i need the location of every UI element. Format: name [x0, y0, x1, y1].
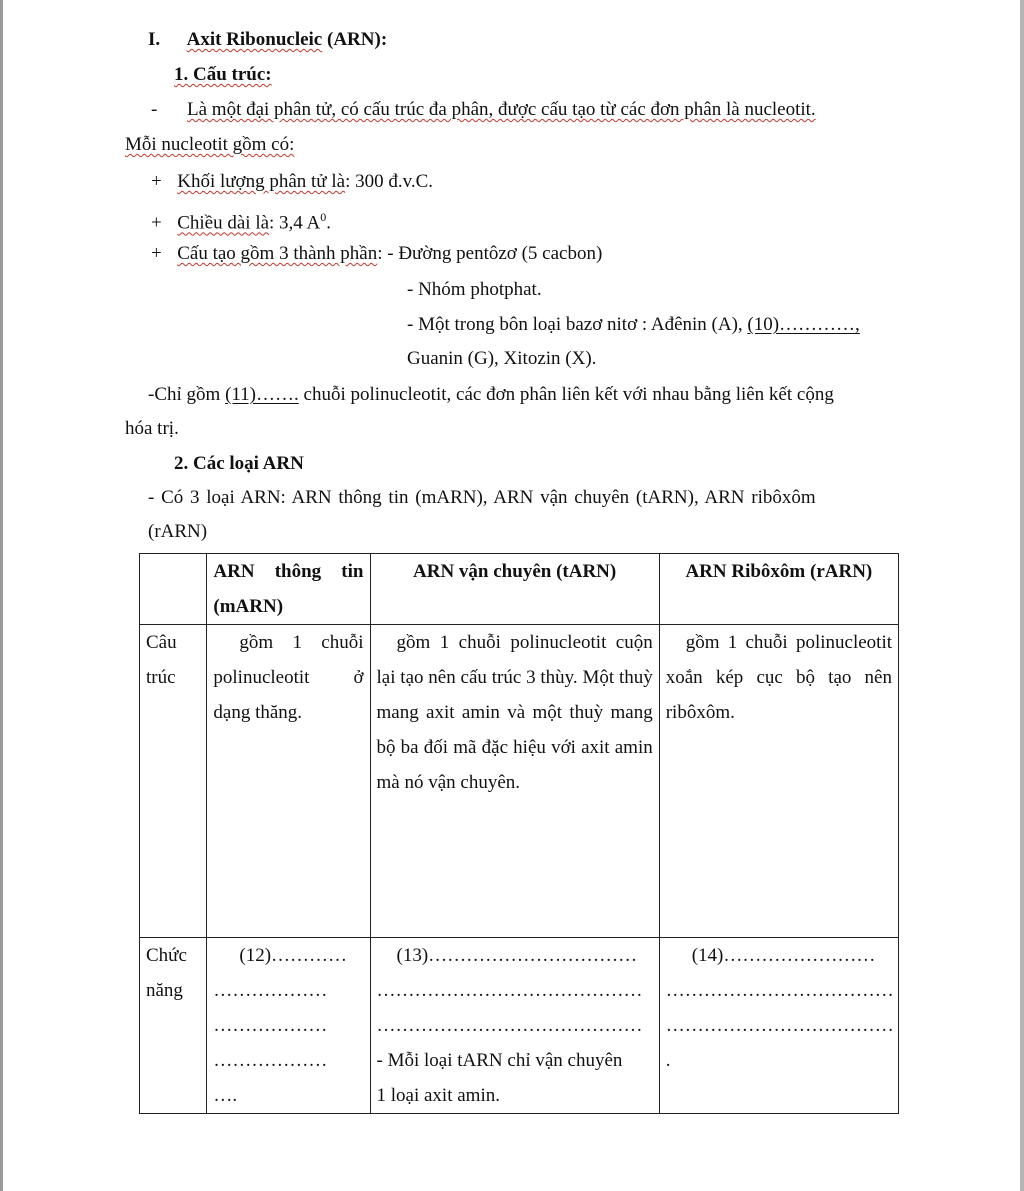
heading-suffix: (ARN):: [322, 29, 388, 50]
bullet-3: + Cấu tạo gồm 3 thành phần: - Đường pentôzơ (5 cacbon): [151, 243, 603, 264]
cell-rarn-structure: gồm 1 chuỗi polinucleotit xoắn kép cục bộ tạo nên ribôxôm.: [659, 625, 898, 938]
table-header-row: [140, 554, 899, 625]
window-edge-right: [1020, 0, 1024, 1191]
paragraph-2-line-2: hóa trị.: [125, 418, 179, 439]
subheading-types: 2. Các loại ARN: [174, 453, 304, 474]
paragraph-3-line-1: - Có 3 loại ARN: ARN thông tin (mARN), ARN vận chuyên (tARN), ARN ribôxôm: [148, 487, 816, 508]
paragraph-1-line-1: Là một đại phân tử, có cấu trúc đa phân, được cấu tạo từ các đơn phân là nucleotit.: [187, 99, 816, 120]
table-row-function: [140, 938, 899, 1114]
heading-number: I.: [148, 29, 161, 50]
paragraph-1-line-2: Mỗi nucleotit gồm có:: [125, 134, 295, 155]
cell-tarn-structure: gồm 1 chuỗi polinucleotit cuộn lại tạo nên cấu trúc 3 thùy. Một thuỳ mang axit amin và một thuỳ mang bộ ba đối mã đặc hiệu với axit amin mà nó vận chuyên.: [370, 625, 659, 938]
cell-marn-function: (12)………… ……………… ……………… ……………… ….: [207, 938, 370, 1114]
header-marn: ARN thông tin (mARN): [207, 554, 370, 625]
cell-marn-structure: gồm 1 chuỗi polinucleotit ở dạng thăng.: [207, 625, 370, 938]
heading-title: Axit Ribonucleic: [186, 29, 323, 50]
table-row-structure: [140, 625, 899, 938]
cell-rarn-function: (14)…………………… ……………………………… ……………………………… .: [659, 938, 898, 1114]
paragraph-3-line-2: (rARN): [148, 521, 208, 542]
arn-comparison-table: [139, 553, 899, 1114]
component-3-line-2: Guanin (G), Xitozin (X).: [407, 348, 597, 369]
component-2: - Nhóm photphat.: [407, 279, 542, 300]
row-label-function: Chức năng: [140, 938, 207, 1114]
paragraph-1-dash: -: [151, 99, 158, 120]
section-heading: [148, 29, 387, 51]
header-empty: [140, 554, 207, 625]
cell-tarn-function: (13)…………………………… …………………………………… …………………………………… - Mỗi loại tARN chỉ vận chuyên 1 loại axit amin.: [370, 938, 659, 1114]
header-rarn: ARN Ribôxôm (rARN): [659, 554, 898, 625]
subheading-structure: 1. Cấu trúc:: [174, 64, 272, 85]
window-edge-left: [0, 0, 3, 1191]
row-label-structure: Câu trúc: [140, 625, 207, 938]
bullet-2: + Chiều dài là: 3,4 $A^0$.: [151, 210, 331, 234]
paragraph-2-line-1: -Chỉ gồm (11)……. chuỗi polinucleotit, các đơn phân liên kết với nhau bằng liên kết cộng: [148, 384, 834, 405]
bullet-1: + Khối lượng phân tử là: 300 đ.v.C.: [151, 171, 434, 192]
blank-11: (11)…….: [225, 384, 299, 405]
blank-10: (10)…………,: [747, 314, 860, 335]
component-3: - Một trong bôn loại bazơ nitơ : Ađênin (A), (10)…………,: [407, 314, 860, 335]
header-tarn: ARN vận chuyên (tARN): [370, 554, 659, 625]
